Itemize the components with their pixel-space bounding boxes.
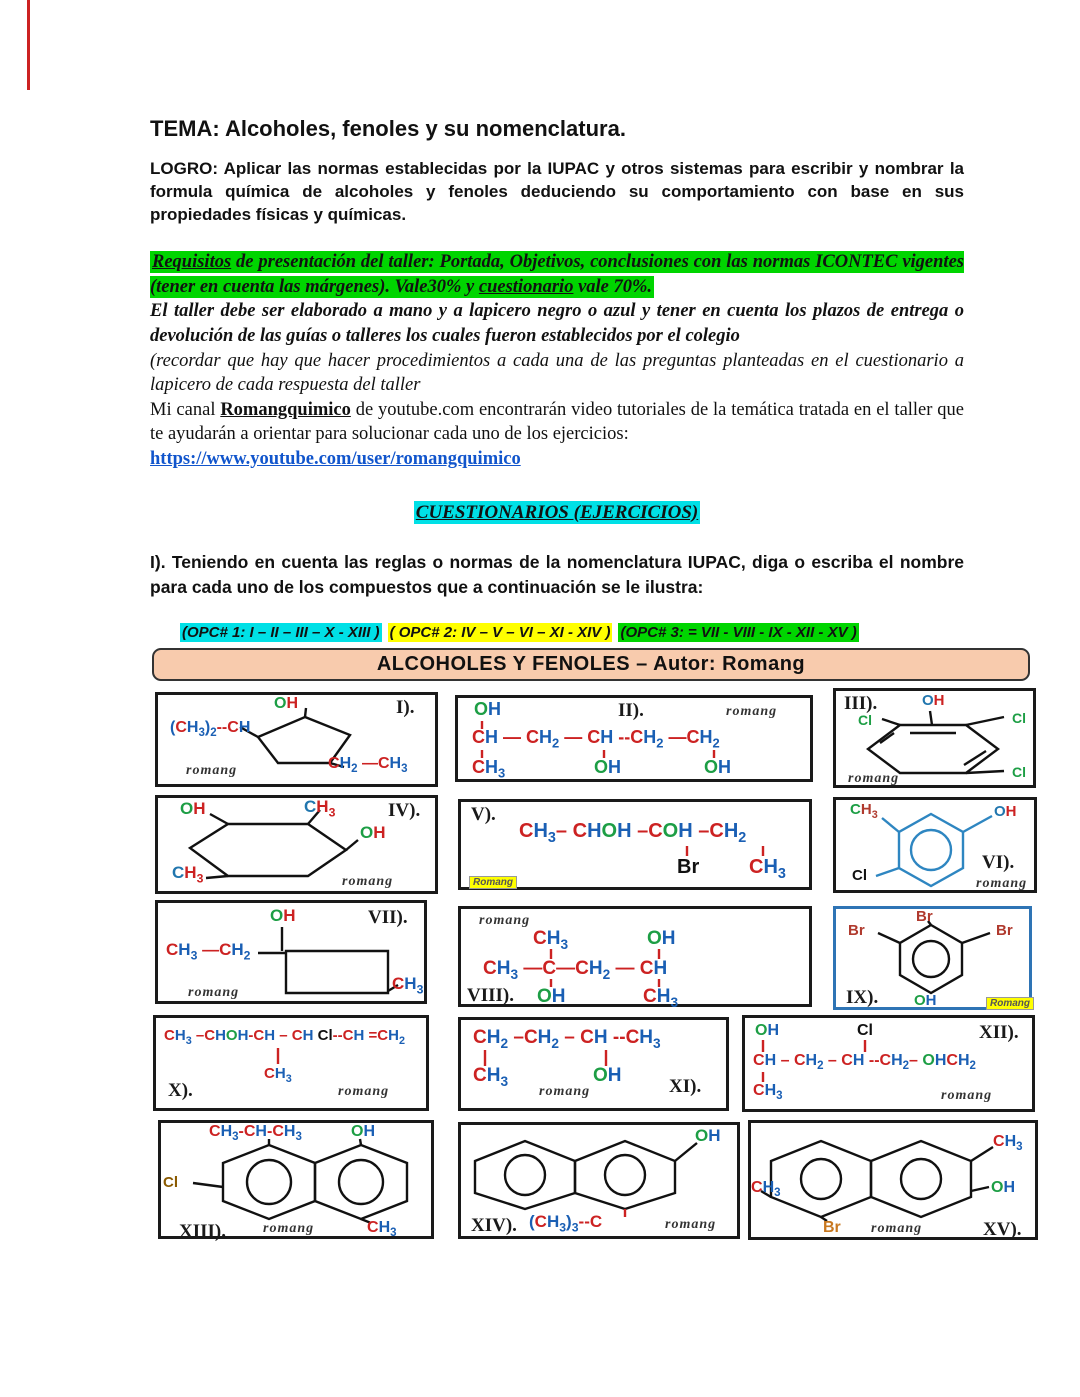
compound-label-XI: XI). [669, 1076, 702, 1097]
formula-fragment: $(CH_3)_2--CH$ [170, 719, 251, 740]
compound-label-XII: XII). [979, 1022, 1019, 1043]
romang-watermark: romang [479, 913, 531, 928]
formula-fragment: OH [474, 699, 502, 719]
formula-fragment: $CH_3-CH-CH_3$ [209, 1123, 302, 1144]
compound-box-III [833, 688, 1036, 788]
opc-2-badge: ( OPC# 2: IV – V – VI – XI - XIV ) [389, 624, 611, 642]
compound-box-XI [458, 1017, 729, 1111]
panel-header [152, 648, 1030, 681]
compound-box-IV [155, 795, 438, 894]
panel-header-text: ALCOHOLES Y FENOLES – Autor: Romang [376, 653, 806, 675]
formula-fragment: OH [922, 692, 945, 709]
formula-fragment: OH [274, 695, 299, 712]
formula-fragment: OH [991, 1179, 1016, 1196]
formula-fragment: $CH_3$ [749, 856, 786, 882]
formula-fragment: OH [914, 992, 937, 1009]
formula-fragment: OH [994, 803, 1017, 820]
compound-box-V [458, 799, 812, 890]
compound-label-II: II). [618, 700, 644, 721]
romang-badge: Romang [986, 997, 1034, 1010]
compound-label-III: III). [844, 693, 878, 714]
requisitos-highlight [150, 251, 964, 298]
requisitos-text: de presentación del taller: Portada, Objetivos, conclusiones con las normas ICONTEC vigentes (tener en cuenta las márgenes). Vale30% y [150, 252, 964, 297]
formula-fragment: OH [593, 1065, 622, 1086]
formula-fragment: $CH_3$ [264, 1065, 292, 1085]
formula-fragment: $CH_3$ [172, 863, 204, 886]
romang-watermark: romang [338, 1084, 390, 1099]
requisitos-end: vale 70%. [573, 276, 653, 297]
formula-fragment: Br [996, 922, 1013, 939]
formula-fragment: Cl [852, 867, 867, 884]
compound-label-IV: IV). [388, 800, 421, 821]
formula-fragment: $CH_3$ [753, 1082, 783, 1103]
formula-fragment: $CH_3$ [392, 974, 424, 997]
compound-box-XV [748, 1120, 1038, 1240]
romang-watermark: romang [186, 763, 238, 778]
opc-3-badge: (OPC# 3: = VII - VIII - IX - XII - XV ) [620, 624, 857, 642]
compound-label-IX: IX). [846, 987, 879, 1008]
formula-fragment: OH [594, 757, 622, 777]
formula-fragment: OH [270, 906, 296, 925]
logro-paragraph [150, 158, 964, 226]
logro-label: LOGRO: [150, 159, 218, 178]
compound-box-VI [833, 797, 1037, 893]
formula-fragment: $CH_3$ [751, 1179, 781, 1200]
formula-fragment: Br [848, 922, 865, 939]
formula-fragment: $CH_3-$ CHOH –COH $-CH_2$ [519, 820, 747, 846]
compound-box-VII [155, 900, 427, 1004]
romang-watermark: romang [976, 876, 1028, 891]
compound-box-I [155, 692, 438, 787]
romang-watermark: romang [342, 874, 394, 889]
text-column [150, 116, 964, 641]
romang-watermark: romang [848, 771, 900, 786]
compound-box-XII [742, 1015, 1035, 1112]
formula-fragment: $CH_2$ $-CH_2$ – CH $--CH_3$ [473, 1027, 661, 1051]
compound-label-XIV: XIV). [471, 1215, 517, 1236]
formula-fragment: OH [704, 757, 732, 777]
compound-label-XV: XV). [983, 1219, 1022, 1240]
page-title: TEMA: Alcoholes, fenoles y su nomenclatura. [150, 116, 626, 141]
canal-channel: Romangquimico [220, 399, 351, 420]
opc-1-badge: (OPC# 1: I – II – III – X - XIII ) [182, 624, 380, 642]
formula-fragment: $CH_3$ [304, 797, 336, 820]
formula-fragment: $(CH_3)_3--C$ [529, 1212, 603, 1235]
logro-text: Aplicar las normas establecidas por la IUPAC y otros sistemas para escribir y nombrar la formula química de alcoholes y fenoles deduciendo su comportamiento con base en sus propiedades físicas y químicas. [150, 159, 964, 224]
question-1: I). Teniendo en cuenta las reglas o normas de la nomenclatura IUPAC, diga o escriba el nombre para cada uno de los compuestos que a continuación se le ilustra: [150, 551, 964, 598]
compound-box-IX [833, 906, 1032, 1010]
formula-fragment: $CH_3$ [850, 801, 878, 821]
compound-label-X: X). [168, 1080, 193, 1101]
formula-fragment: $CH_3$ –CHOH-CH – CH $Cl--CH =CH_2$ [164, 1027, 405, 1047]
formula-fragment: $CH_3$ $—CH_2$ [166, 940, 251, 963]
formula-fragment: Br [916, 908, 933, 925]
compound-label-XIII: XIII). [179, 1221, 226, 1242]
canal-post: de youtube.com encontrarán video tutoriales de la temática tratada en el taller que te ayudarán a orientar para solucionar cada uno de los ejercicios: [150, 399, 964, 445]
formula-fragment: Br [677, 856, 700, 878]
romang-watermark: romang [263, 1221, 315, 1236]
link-line [150, 447, 964, 472]
formula-fragment: $CH_2$ $—CH_3$ [328, 755, 408, 776]
romang-watermark: romang [665, 1217, 717, 1232]
requisitos-word: Requisitos [152, 252, 232, 273]
formula-fragment: OH [755, 1022, 780, 1039]
romang-badge: Romang [469, 876, 517, 889]
formula-fragment: $CH_3$ [473, 1065, 509, 1089]
cuestionario-word: cuestionario [478, 276, 574, 297]
formula-fragment: OH [351, 1123, 376, 1140]
compound-box-XIV [458, 1122, 740, 1239]
compound-label-V: V). [471, 804, 496, 825]
requisitos-paragraph [150, 250, 964, 299]
instructions-block [150, 250, 964, 471]
compound-label-VII: VII). [368, 907, 408, 928]
formula-fragment: Cl [1012, 764, 1026, 780]
formula-fragment: $CH_3$ [643, 986, 679, 1010]
compound-box-XIII [158, 1120, 434, 1242]
formula-fragment: CH – $CH_2$ – CH $--CH_2-$ $OHCH_2$ [753, 1052, 976, 1073]
formula-fragment: Br [823, 1219, 841, 1236]
formula-fragment: Cl [857, 1022, 873, 1039]
cuestionarios-highlight [414, 501, 700, 524]
youtube-link[interactable]: https://www.youtube.com/user/romangquimico [150, 449, 521, 470]
romang-watermark: romang [941, 1088, 993, 1103]
romang-watermark: romang [726, 704, 778, 719]
taller-paragraph: El taller debe ser elaborado a mano y a lapicero negro o azul y tener en cuenta los plazos de entrega o devolución de las guías o talleres los cuales fueron establecidos por el colegio [150, 301, 964, 347]
formula-fragment: $CH_3$ [993, 1133, 1023, 1154]
compound-label-I: I). [396, 697, 415, 718]
formula-fragment: $CH_3$ [367, 1219, 397, 1240]
margin-line [27, 0, 30, 90]
formula-fragment: Cl [1012, 710, 1026, 726]
formula-fragment: $CH_3$ $—C—CH_2$ — CH [483, 958, 668, 982]
romang-watermark: romang [539, 1084, 591, 1099]
formula-fragment: Cl [858, 712, 872, 728]
formula-fragment: Cl [163, 1174, 178, 1191]
compound-box-VIII [458, 906, 812, 1010]
compounds-panel [0, 648, 1080, 1268]
formula-fragment: $CH_3$ [533, 928, 569, 952]
canal-pre: Mi canal [150, 399, 221, 420]
recordar-paragraph: (recordar que hay que hacer procedimientos a cada una de las preguntas planteadas en el cuestionario a lapicero de cada respuesta del taller [150, 350, 964, 396]
formula-fragment: OH [695, 1126, 721, 1145]
compound-box-II [455, 695, 813, 782]
romang-watermark: romang [188, 985, 240, 1000]
compound-label-VIII: VIII). [467, 985, 514, 1006]
formula-fragment: OH [360, 823, 386, 842]
canal-paragraph [150, 398, 964, 447]
formula-fragment: $CH_3$ [472, 757, 506, 781]
compound-box-X [153, 1015, 429, 1111]
compound-label-VI: VI). [982, 852, 1015, 873]
formula-fragment: CH — $CH_2$ — CH $--CH_2$ $—CH_2$ [472, 727, 720, 751]
romang-watermark: romang [871, 1221, 923, 1236]
cuestionarios-heading [150, 502, 964, 524]
options-row [180, 624, 964, 641]
formula-fragment: OH [647, 928, 676, 949]
formula-fragment: OH [537, 986, 566, 1007]
formula-fragment: OH [180, 799, 206, 818]
cuestionarios-text: CUESTIONARIOS (EJERCICIOS) [415, 501, 699, 523]
